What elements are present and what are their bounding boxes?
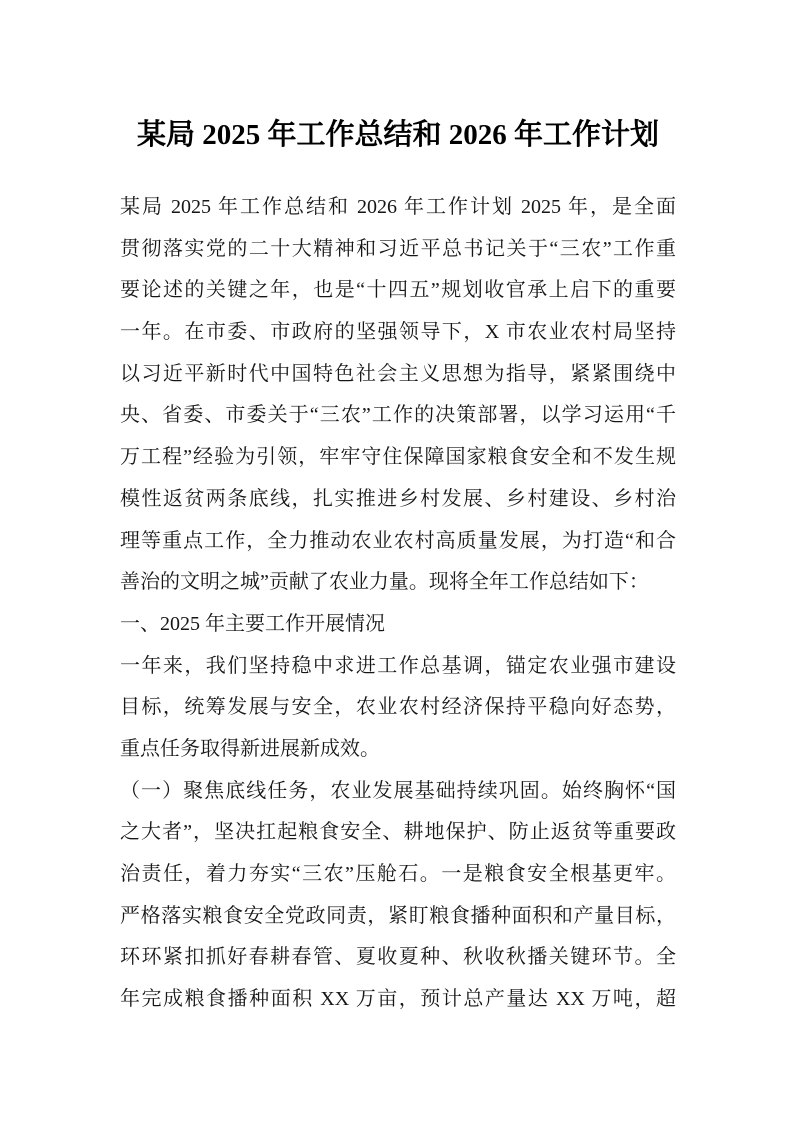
text-line: 一、2025 年主要工作开展情况 xyxy=(120,612,385,635)
text-line: 重点任务取得新进展新成效。 xyxy=(120,737,380,760)
text-line: 年完成粮食播种面积 XX 万亩，预计总产量达 XX 万吨，超 xyxy=(120,988,676,1011)
paragraph xyxy=(120,187,676,604)
text-line: 贯彻落实党的二十大精神和习近平总书记关于“三农”工作重 xyxy=(120,237,676,260)
text-line: 以习近平新时代中国特色社会主义思想为指导，紧紧围绕中 xyxy=(120,362,676,385)
paragraph xyxy=(120,771,676,1021)
text-line: 要论述的关键之年，也是“十四五”规划收官承上启下的重要 xyxy=(120,279,676,302)
text-line: 治责任，着力夯实“三农”压舱石。一是粮食安全根基更牢。 xyxy=(120,863,676,885)
text-line: 一年来，我们坚持稳中求进工作总基调，锚定农业强市建设 xyxy=(120,654,676,677)
text-line: 环环紧扣抓好春耕春管、夏收夏种、秋收秋播关键环节。全 xyxy=(120,946,676,969)
text-line: 善治的文明之城”贡献了农业力量。现将全年工作总结如下： xyxy=(120,571,649,594)
text-line: 理等重点工作，全力推动农业农村高质量发展，为打造“和合 xyxy=(120,529,676,552)
text-line: 严格落实粮食安全党政同责，紧盯粮食播种面积和产量目标， xyxy=(120,904,676,927)
document-body xyxy=(120,187,676,1021)
paragraph xyxy=(120,604,676,646)
text-line: （一）聚焦底线任务，农业发展基础持续巩固。始终胸怀“国 xyxy=(120,779,676,802)
paragraph xyxy=(120,646,676,771)
document-title: 某局 2025 年工作总结和 2026 年工作计划 xyxy=(136,119,659,151)
text-line: 目标，统筹发展与安全，农业农村经济保持平稳向好态势， xyxy=(120,696,676,719)
text-line: 央、省委、市委关于“三农”工作的决策部署，以学习运用“千 xyxy=(120,404,676,427)
text-line: 模性返贫两条底线，扎实推进乡村发展、乡村建设、乡村治 xyxy=(120,487,676,510)
text-line: 某局 2025 年工作总结和 2026 年工作计划 2025 年，是全面 xyxy=(120,196,676,218)
text-line: 万工程”经验为引领，牢牢守住保障国家粮食安全和不发生规 xyxy=(120,446,676,469)
text-line: 之大者”，坚决扛起粮食安全、耕地保护、防止返贫等重要政 xyxy=(120,821,676,844)
text-line: 一年。在市委、市政府的坚强领导下，X 市农业农村局坚持 xyxy=(120,321,676,344)
